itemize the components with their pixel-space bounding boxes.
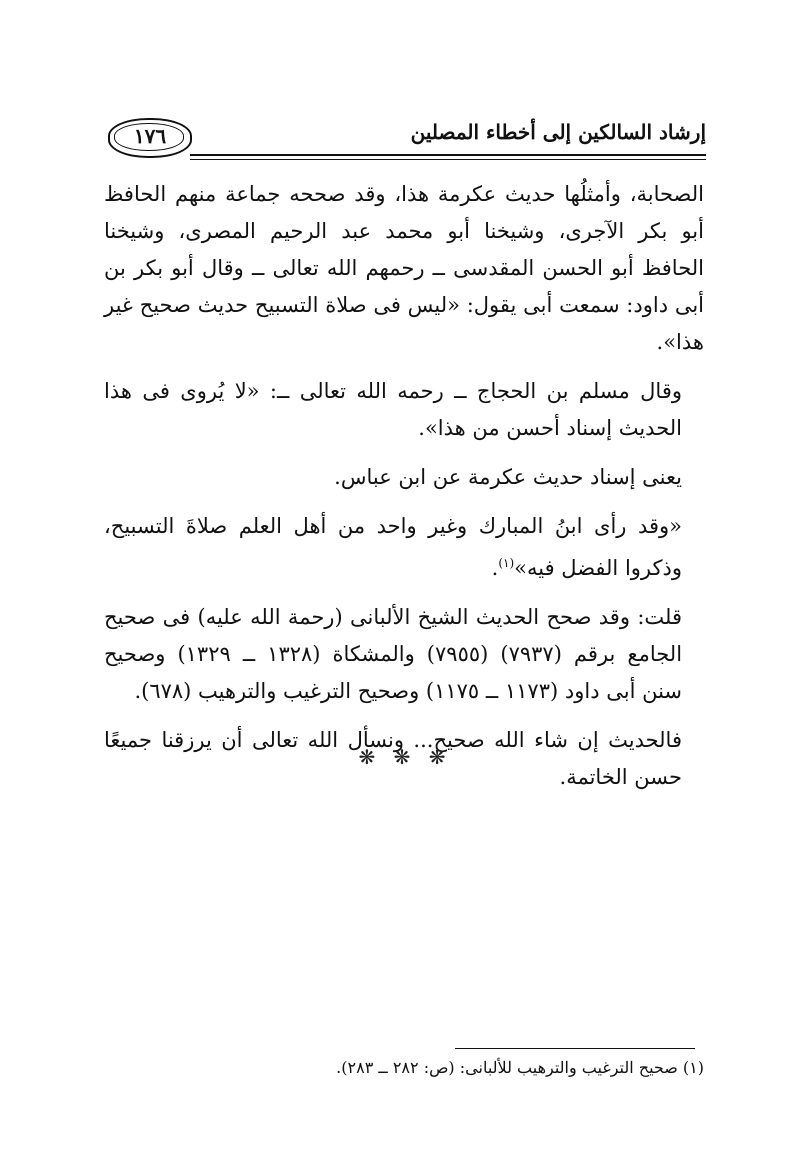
- paragraph-2: وقال مسلم بن الحجاج ــ رحمه الله تعالى ــ: «لا يُروى فى هذا الحديث إسناد أحسن من هذا».: [104, 379, 682, 440]
- header-rule: [190, 154, 706, 156]
- footnote-reference[interactable]: (١): [498, 556, 515, 570]
- footnote: (١) صحيح الترغيب والترهيب للألبانى: (ص: ٢٨٢ ــ ٢٨٣).: [336, 1058, 704, 1077]
- page-header: [108, 118, 706, 164]
- paragraph-6: فالحديث إن شاء الله صحيح... ونسأل الله تعالى أن يرزقنا جميعًا حسن الخاتمة.: [104, 728, 682, 789]
- header-rule-thin: [190, 159, 706, 160]
- paragraph-4-text: «وقد رأى ابنُ المبارك وغير واحد من أهل العلم صلاةَ التسبيح، وذكروا الفضل فيه»: [104, 514, 682, 580]
- paragraph-4-end: .: [491, 556, 499, 580]
- paragraph-3: يعنى إسناد حديث عكرمة عن ابن عباس.: [334, 465, 682, 489]
- page-number-badge: [108, 118, 192, 156]
- main-text: [104, 176, 704, 808]
- page-number: ١٧٦: [133, 124, 167, 148]
- paragraph-4: [104, 508, 704, 587]
- paragraph-5: قلت: وقد صحح الحديث الشيخ الألبانى (رحمة الله عليه) فى صحيح الجامع برقم (٧٩٣٧) (٧٩٥٥) والمشكاة (١٣٢٨ ــ ١٣٢٩) وصحيح سنن أبى داود (١١٧٣ ــ ١١٧٥) وصحيح الترغيب والترهيب (٦٧٨).: [104, 605, 683, 703]
- paragraph-1: الصحابة، وأمثلُها حديث عكرمة هذا، وقد صححه جماعة منهم الحافظ أبو بكر الآجرى، وشيخنا أبو محمد عبد الرحيم المصرى، وشيخنا الحافظ أبو الحسن المقدسى ــ رحمهم الله تعالى ــ وقال أبو بكر بن أبى داود: سمعت أبى يقول: «ليس فى صلاة التسبيح حديث صحيح غير هذا».: [104, 182, 704, 354]
- book-title: إرشاد السالكين إلى أخطاء المصلين: [410, 120, 706, 144]
- footnote-rule: [455, 1048, 695, 1049]
- section-separator: ❋ ❋ ❋: [358, 745, 452, 769]
